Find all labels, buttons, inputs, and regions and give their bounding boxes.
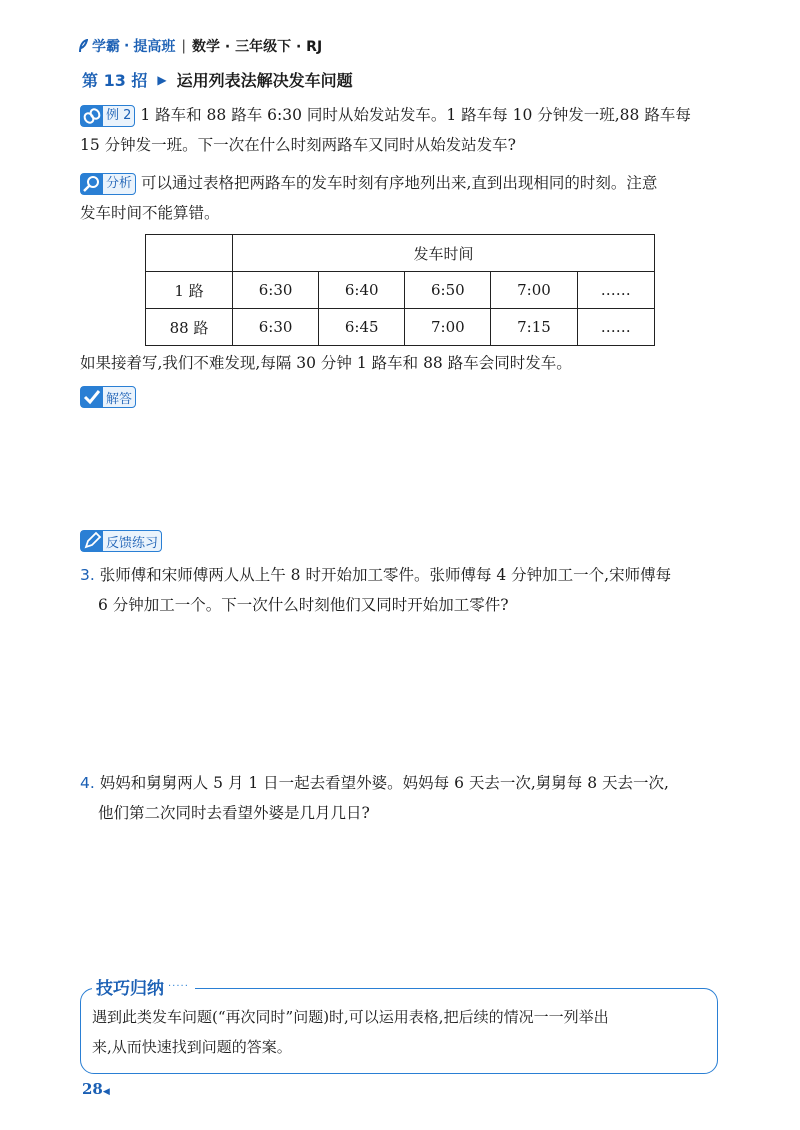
pencil-icon: [81, 531, 103, 551]
practice-badge: [80, 530, 162, 552]
row-label: 1 路: [146, 272, 233, 309]
table-cell: 6:40: [319, 272, 405, 309]
question-3-number: 3.: [80, 566, 95, 584]
question-3-line-1: [80, 560, 740, 590]
tips-text-1: 遇到此类发车问题(“再次同时”问题)时,可以运用表格,把后续的情况一一列举出: [92, 1008, 609, 1026]
table-cell: 6:50: [405, 272, 491, 309]
table-row: [146, 309, 655, 346]
answer-badge-label: 解答: [106, 391, 133, 407]
table-cell: 7:00: [405, 309, 491, 346]
link-icon: [81, 106, 103, 126]
table-header-row: [146, 235, 655, 272]
table-cell: ……: [577, 309, 655, 346]
tips-title-dots: ·····: [168, 981, 189, 992]
table-corner-cell: [146, 235, 233, 272]
analysis-line-1: [80, 168, 730, 198]
table-cell: 7:00: [491, 272, 577, 309]
table-cell: 6:30: [233, 309, 319, 346]
brand-separator: ·: [124, 38, 130, 54]
page-header: [78, 36, 322, 56]
section-heading: 运用列表法解决发车问题: [176, 71, 353, 90]
question-4-text-2: 他们第二次同时去看望外婆是几月几日?: [98, 804, 370, 822]
table-cell: ……: [577, 272, 655, 309]
example-text-2: 15 分钟发一班。下一次在什么时刻两路车又同时从始发站发车?: [80, 136, 516, 154]
question-4-line-1: [80, 768, 740, 798]
subject-label: 数学 · 三年级下 · RJ: [192, 39, 323, 55]
analysis-badge: [80, 173, 136, 195]
table-cell: 6:45: [319, 309, 405, 346]
question-3-text-2: 6 分钟加工一个。下一次什么时刻他们又同时开始加工零件?: [98, 596, 509, 614]
section-number: 第 13 招: [82, 71, 148, 90]
tips-text-2: 来,从而快速找到问题的答案。: [92, 1038, 292, 1056]
answer-section: [80, 386, 136, 408]
analysis-block: [80, 168, 730, 228]
example-text-1: 1 路车和 88 路车 6:30 同时从始发站发车。1 路车每 10 分钟发一班,88 路车每: [140, 106, 691, 124]
magnifier-icon: [81, 174, 103, 194]
table-header-cell: 发车时间: [233, 235, 655, 272]
page-arrow-icon: ◀: [102, 1087, 110, 1097]
series-name: 提高班: [133, 39, 176, 55]
table-row: [146, 272, 655, 309]
row-label: 88 路: [146, 309, 233, 346]
page-number: [82, 1080, 110, 1098]
answer-badge: [80, 386, 136, 408]
checkmark-icon: [81, 387, 103, 407]
departure-table: [145, 234, 655, 346]
example-badge-label: 例 2: [106, 108, 132, 123]
table-cell: 7:15: [491, 309, 577, 346]
practice-section: [80, 530, 162, 552]
page-number-text: 28: [82, 1080, 103, 1098]
section-title: [82, 68, 353, 91]
tips-title: [92, 974, 195, 999]
example-line-1: [80, 100, 730, 130]
example-badge: [80, 105, 135, 127]
conclusion-text: 如果接着写,我们不难发现,每隔 30 分钟 1 路车和 88 路车会同时发车。: [80, 354, 572, 372]
section-arrow-icon: ▶: [157, 72, 167, 87]
leaf-logo-icon: [78, 39, 88, 53]
analysis-text-2: 发车时间不能算错。: [80, 204, 220, 222]
header-divider: |: [181, 38, 187, 54]
tips-title-text: 技巧归纳: [96, 979, 164, 999]
question-4: [80, 768, 740, 828]
brand-name: 学霸: [92, 39, 120, 55]
example-block: [80, 100, 730, 160]
question-3-text-1: 张师傅和宋师傅两人从上午 8 时开始加工零件。张师傅每 4 分钟加工一个,宋师傅每: [99, 566, 672, 584]
question-4-number: 4.: [80, 774, 95, 792]
practice-badge-label: 反馈练习: [106, 535, 159, 551]
question-3: [80, 560, 740, 620]
table-cell: 6:30: [233, 272, 319, 309]
analysis-text-1: 可以通过表格把两路车的发车时刻有序地列出来,直到出现相同的时刻。注意: [140, 174, 658, 192]
analysis-badge-label: 分析: [106, 176, 133, 191]
question-4-text-1: 妈妈和舅舅两人 5 月 1 日一起去看望外婆。妈妈每 6 天去一次,舅舅每 8 天去一次,: [99, 774, 669, 792]
tips-content: [92, 1002, 708, 1062]
